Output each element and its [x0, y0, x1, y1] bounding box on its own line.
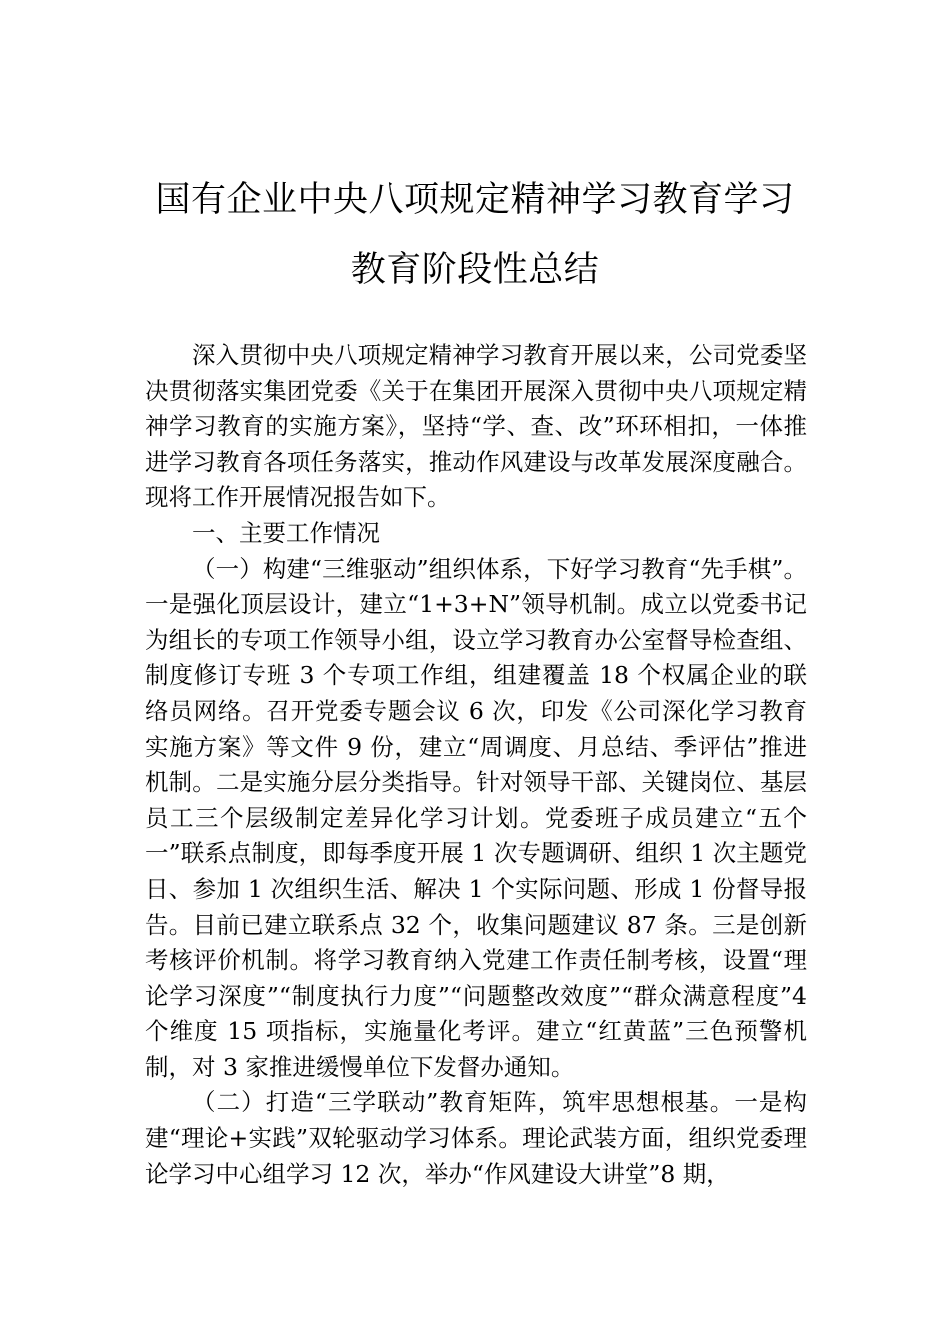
- document-body: [145, 338, 807, 1192]
- subsection-1-paragraph: （一）构建“三维驱动”组织体系，下好学习教育“先手棋”。一是强化顶层设计，建立“1+3+N”领导机制。成立以党委书记为组长的专项工作领导小组，设立学习教育办公室督导检查组、制度修订专班 3 个专项工作组，组建覆盖 18 个权属企业的联络员网络。召开党委专题会议 6 次，印发《公司深化学习教育实施方案》等文件 9 份，建立“周调度、月总结、季评估”推进机制。二是实施分层分类指导。针对领导干部、关键岗位、基层员工三个层级制定差异化学习计划。党委班子成员建立“五个一”联系点制度，即每季度开展 1 次专题调研、组织 1 次主题党日、参加 1 次组织生活、解决 1 个实际问题、形成 1 份督导报告。目前已建立联系点 32 个，收集问题建议 87 条。三是创新考核评价机制。将学习教育纳入党建工作责任制考核，设置“理论学习深度”“制度执行力度”“问题整改效度”“群众满意程度”4 个维度 15 项指标，实施量化考评。建立“红黄蓝”三色预警机制，对 3 家推进缓慢单位下发督办通知。: [145, 554, 807, 1081]
- document-title-line-2: 教育阶段性总结: [350, 250, 600, 290]
- intro-paragraph: 深入贯彻中央八项规定精神学习教育开展以来，公司党委坚决贯彻落实集团党委《关于在集团开展深入贯彻中央八项规定精神学习教育的实施方案》，坚持“学、查、改”环环相扣，一体推进学习教育各项任务落实，推动作风建设与改革发展深度融合。现将工作开展情况报告如下。: [145, 341, 807, 512]
- document-title-line-1: 国有企业中央八项规定精神学习教育学习: [155, 180, 795, 220]
- section-heading-main-work: 一、主要工作情况: [192, 518, 380, 547]
- subsection-2-paragraph: （二）打造“三学联动”教育矩阵，筑牢思想根基。一是构建“理论+实践”双轮驱动学习体系。理论武装方面，组织党委理论学习中心组学习 12 次，举办“作风建设大讲堂”8 期，: [145, 1088, 807, 1188]
